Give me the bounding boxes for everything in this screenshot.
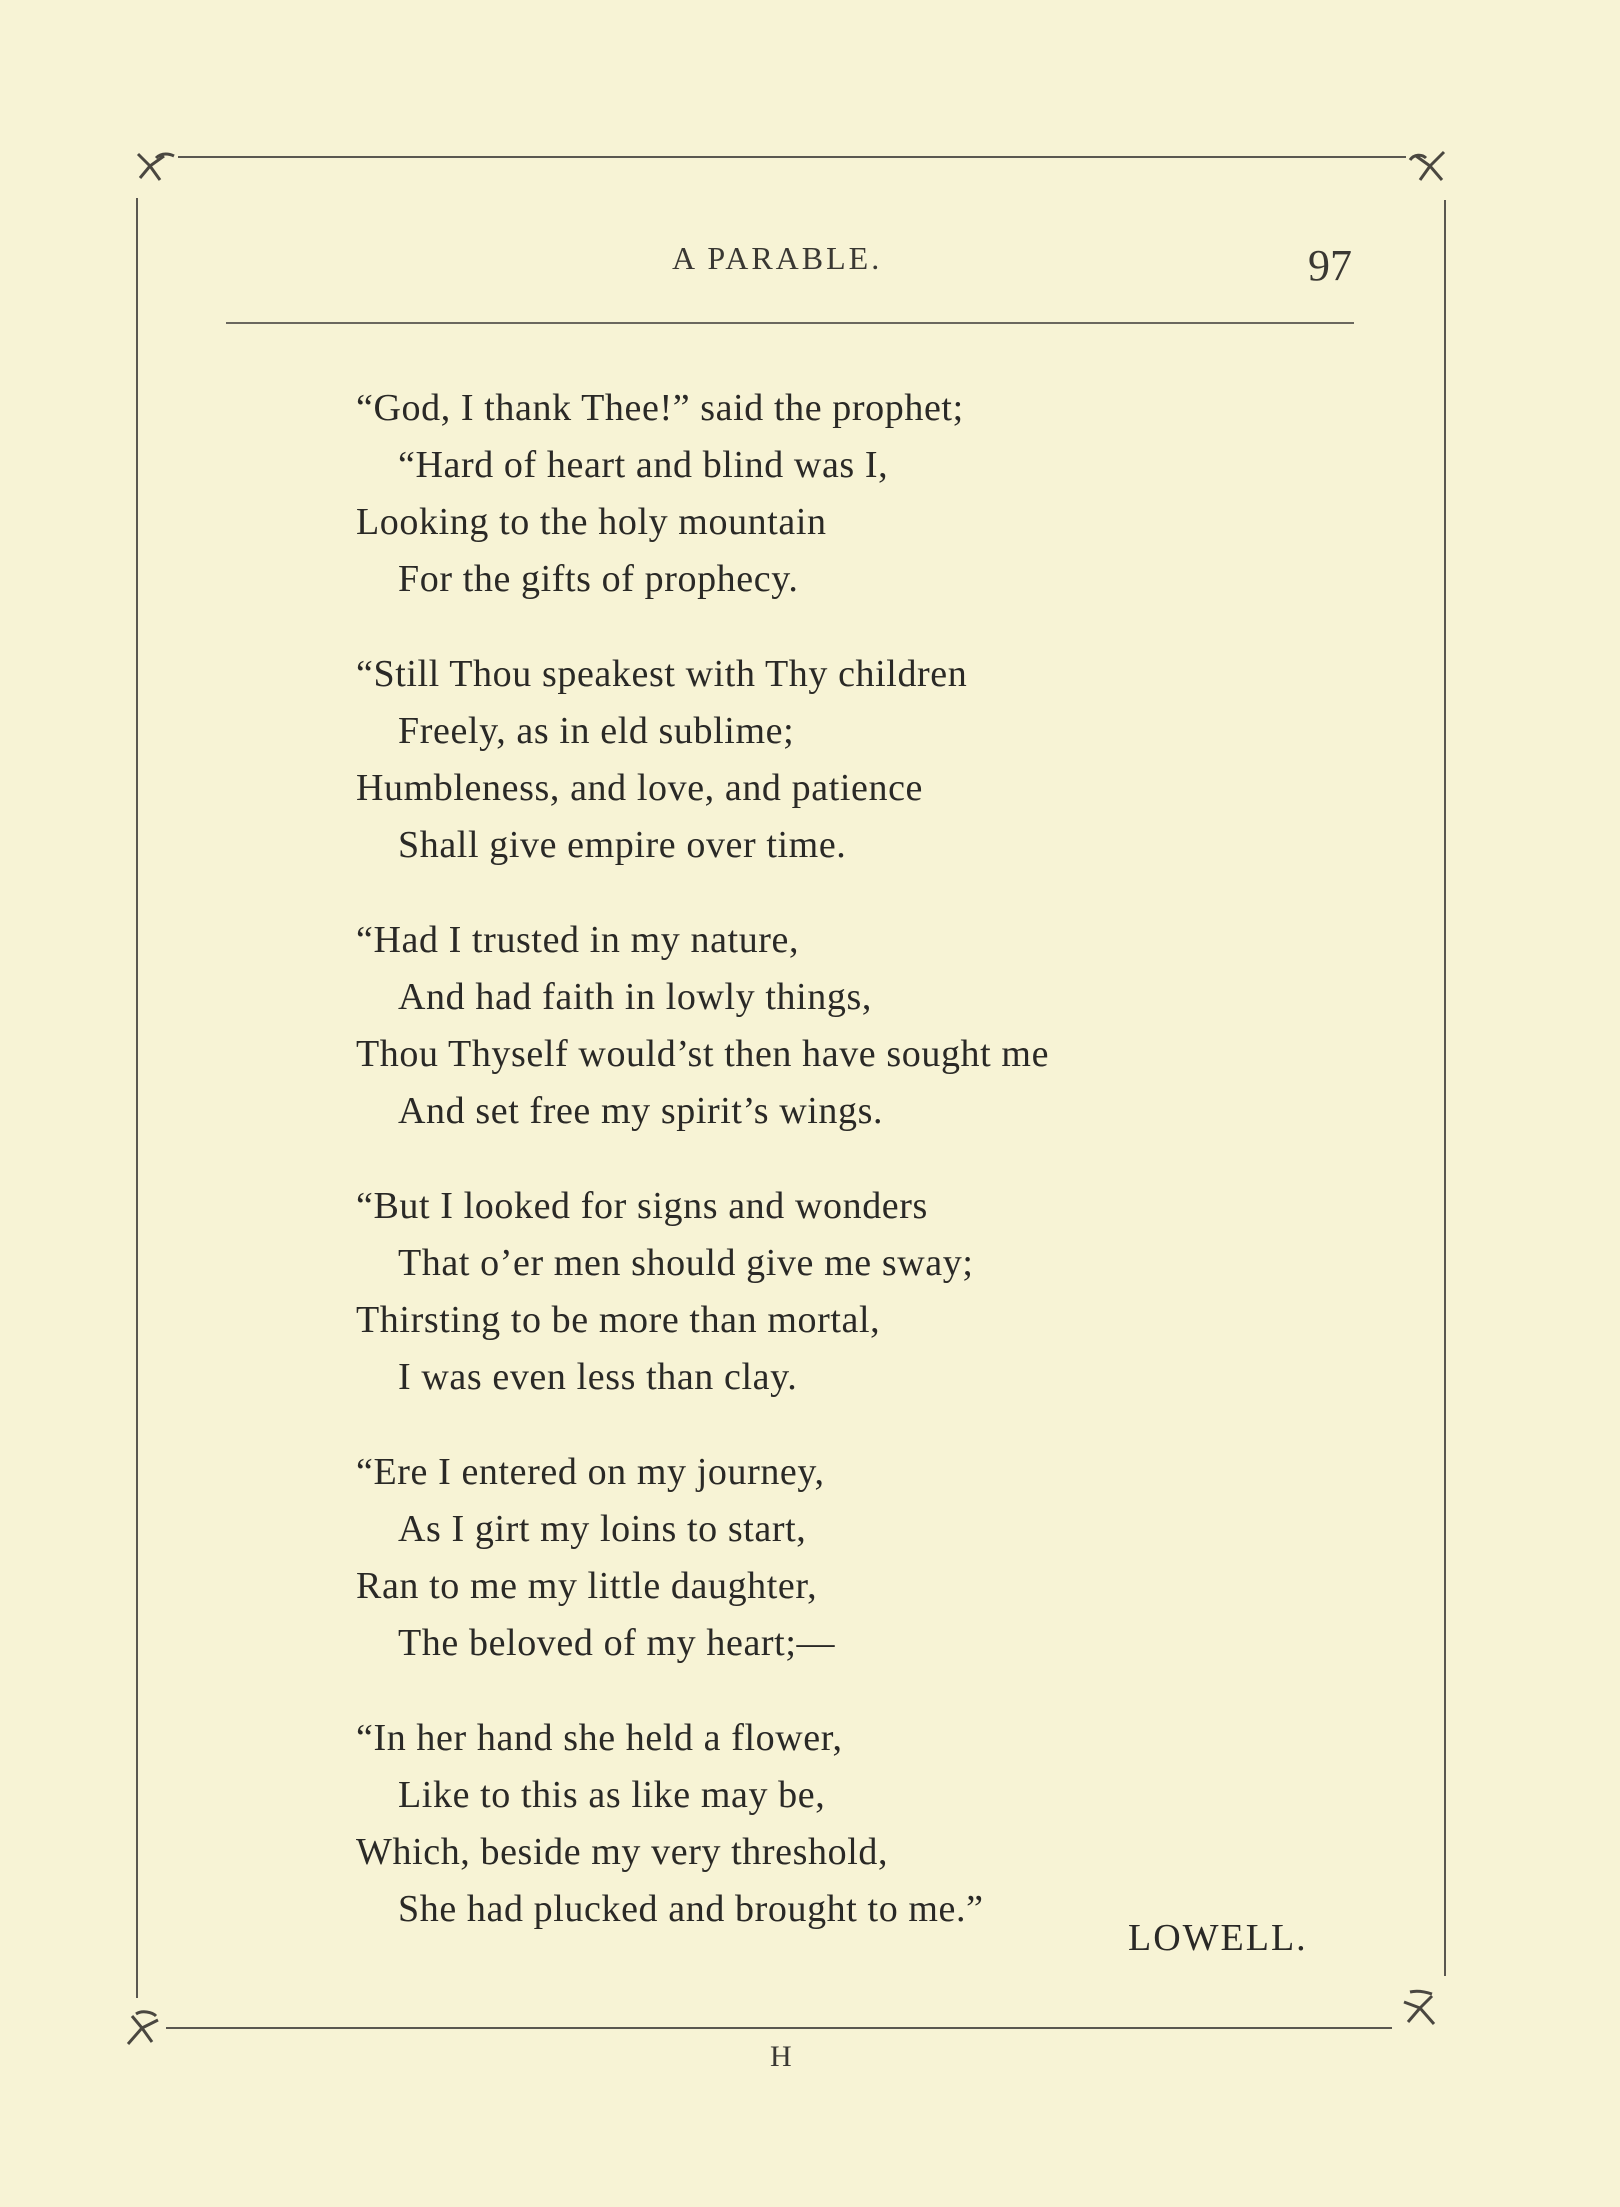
poem-line: She had plucked and brought to me.”	[398, 1888, 984, 1930]
ornament-bottom-right-icon	[1396, 1988, 1440, 2028]
poem-line: Freely, as in eld sublime;	[398, 710, 795, 752]
poem-line: “In her hand she held a flower,	[356, 1717, 843, 1759]
frame-bottom-rule	[166, 2027, 1392, 2029]
ornament-top-right-icon	[1404, 148, 1448, 188]
poem-line: And set free my spirit’s wings.	[398, 1090, 884, 1132]
stanza	[356, 1444, 1316, 1672]
stanza	[356, 1710, 1316, 1938]
poem-line: As I girt my loins to start,	[398, 1508, 807, 1550]
poem-line: Thirsting to be more than mortal,	[356, 1299, 881, 1341]
page-number: 97	[1308, 241, 1352, 290]
ornament-top-left-icon	[134, 148, 178, 188]
frame-top-rule	[178, 156, 1406, 158]
signature-mark: H	[770, 2040, 794, 2073]
frame-left-rule	[136, 198, 138, 1998]
poem-line: “Ere I entered on my journey,	[356, 1451, 825, 1493]
poem-line: That o’er men should give me sway;	[398, 1242, 974, 1284]
poem-line: The beloved of my heart;—	[398, 1622, 836, 1664]
poem-line: Like to this as like may be,	[398, 1774, 826, 1816]
header-rule	[226, 322, 1354, 324]
author-attribution: LOWELL.	[1128, 1917, 1308, 1959]
running-title: A PARABLE.	[672, 240, 883, 276]
poem-line: “God, I thank Thee!” said the prophet;	[356, 387, 964, 429]
stanza	[356, 380, 1316, 608]
poem-line: For the gifts of prophecy.	[398, 558, 799, 600]
poem-body	[356, 380, 1316, 1976]
poem-line: Thou Thyself would’st then have sought me	[356, 1033, 1050, 1075]
poem-line: Looking to the holy mountain	[356, 501, 827, 543]
poem-line: I was even less than clay.	[398, 1356, 798, 1398]
stanza	[356, 912, 1316, 1140]
poem-line: “Hard of heart and blind was I,	[398, 444, 889, 486]
stanza	[356, 1178, 1316, 1406]
poem-line: Which, beside my very threshold,	[356, 1831, 889, 1873]
poem-line: And had faith in lowly things,	[398, 976, 872, 1018]
poem-line: Humbleness, and love, and patience	[356, 767, 924, 809]
poem-line: Ran to me my little daughter,	[356, 1565, 818, 1607]
poem-line: “Had I trusted in my nature,	[356, 919, 800, 961]
frame-right-rule	[1444, 200, 1446, 1976]
poem-line: “But I looked for signs and wonders	[356, 1185, 928, 1227]
poem-line: “Still Thou speakest with Thy children	[356, 653, 968, 695]
ornament-bottom-left-icon	[122, 2008, 166, 2048]
poem-line: Shall give empire over time.	[398, 824, 847, 866]
stanza	[356, 646, 1316, 874]
